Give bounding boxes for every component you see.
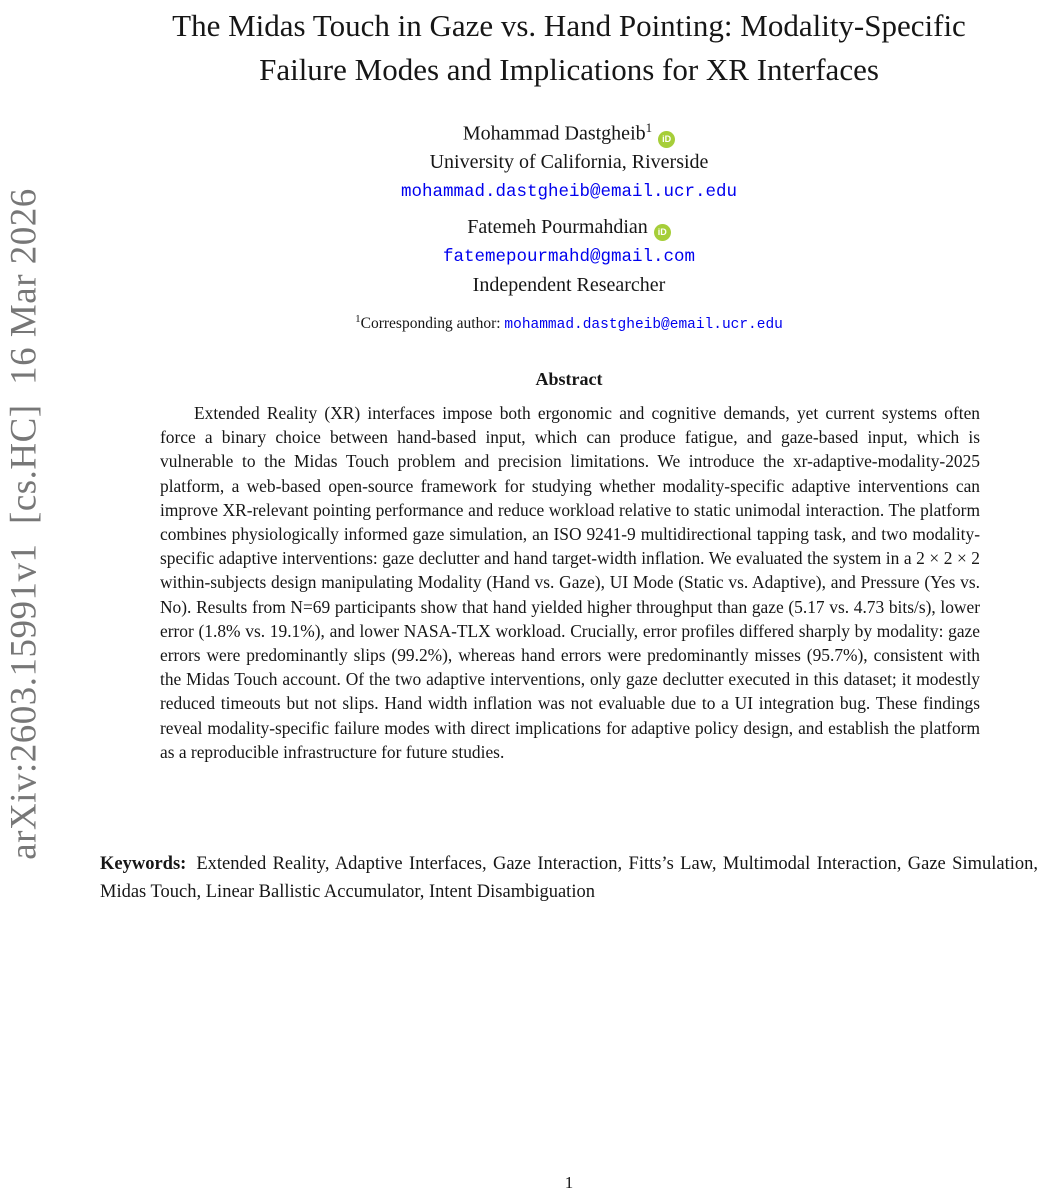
orcid-icon[interactable]: iD — [654, 224, 671, 241]
author-block — [100, 114, 1038, 206]
paper-title-line1: The Midas Touch in Gaze vs. Hand Pointing: Modality-Specific — [172, 8, 966, 43]
arxiv-watermark-text: arXiv:2603.15991v1 [cs.HC] 16 Mar 2026 — [3, 188, 45, 860]
author-name: Mohammad Dastgheib$^1$iD — [100, 114, 1038, 148]
keywords-label: Keywords: — [100, 854, 187, 874]
paper-title-line2: Failure Modes and Implications for XR Interfaces — [259, 52, 879, 87]
abstract-heading: Abstract — [535, 369, 603, 389]
keywords-text: Extended Reality, Adaptive Interfaces, Gaze Interaction, Fitts’s Law, Multimodal Interaction, Gaze Simulation, Midas Touch, Linear Ballistic Accumulator, Intent Disambiguation — [100, 854, 1038, 902]
abstract-text: Extended Reality (XR) interfaces impose both ergonomic and cognitive demands, yet current systems often force a binary choice between hand-based input, which can produce fatigue, and gaze-based input, which is vulnerable to the Midas Touch problem and precision limitations. We introduce the xr-adaptive-modality-2025 platform, a web-based open-source framework for studying whether modality-specific adaptive interventions can improve XR-relevant pointing performance and reduce workload relative to static unimodal interaction. The platform combines physiologically informed gaze simulation, an ISO 9241-9 multidirectional tapping task, and two modality-specific adaptive interventions: gaze declutter and hand target-width inflation. We evaluated the system in a 2 × 2 × 2 within-subjects design manipulating Modality (Hand vs. Gaze), UI Mode (Static vs. Adaptive), and Pressure (Yes vs. No). Results from N=69 participants show that hand yielded higher throughput than gaze (5.17 vs. 4.73 bits/s), lower error (1.8% vs. 19.1%), and lower NASA-TLX workload. Crucially, error profiles differed sharply by modality: gaze errors were predominantly slips (99.2%), whereas hand errors were predominantly misses (95.7%), consistent with the Midas Touch account. Of the two adaptive interventions, only gaze declutter executed in this dataset; it modestly reduced timeouts but not slips. Hand width inflation was not evaluable due to a UI integration bug. These findings reveal modality-specific failure modes with direct implications for adaptive policy design, and establish the platform as a reproducible infrastructure for future studies. — [160, 403, 980, 762]
author-block — [100, 213, 1038, 299]
author-footnote-marker: 1 — [645, 120, 653, 135]
footnote-label: Corresponding author: — [360, 315, 505, 333]
footnote-marker: 1 — [355, 313, 361, 325]
paper-title — [100, 4, 1038, 92]
orcid-icon[interactable]: iD — [658, 131, 675, 148]
page-number: 1 — [564, 1173, 574, 1192]
footnote-email-link[interactable]: mohammad.dastgheib@email.ucr.edu — [504, 317, 783, 334]
author-email-link[interactable]: fatemepourmahd@gmail.com — [442, 247, 696, 267]
author-affiliation: University of California, Riverside — [429, 150, 709, 173]
author-name: Fatemeh Pourmahdian iD — [100, 213, 1038, 241]
author-email-link[interactable]: mohammad.dastgheib@email.ucr.edu — [400, 181, 738, 202]
author-affiliation: Independent Researcher — [472, 274, 666, 296]
keywords-section — [100, 851, 1038, 906]
corresponding-author-footnote — [100, 313, 1038, 333]
